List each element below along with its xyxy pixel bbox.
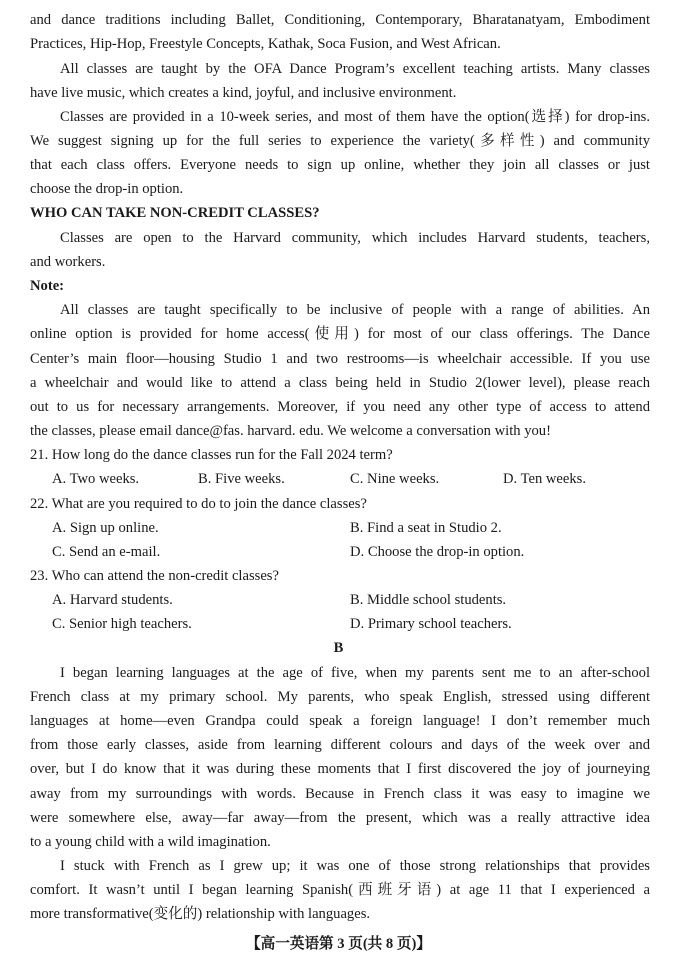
answer-option[interactable]: B. Middle school students. [350, 592, 507, 608]
passage-a-line: Practices, Hip-Hop, Freestyle Concepts, Kathak, Soca Fusion, and West African. [30, 36, 501, 52]
passage-a-line: choose the drop-in option. [30, 181, 184, 197]
passage-a-line: the classes, please email dance@fas. harvard. edu. We welcome a conversation with you! [30, 423, 551, 439]
passage-a-line: and workers. [30, 254, 106, 270]
passage-b-line: I stuck with French as I grew up; it was one of those strong relationships that provides [60, 858, 650, 874]
passage-b-line: to a young child with a wild imagination. [30, 834, 271, 850]
passage-a-line: have live music, which creates a kind, joyful, and inclusive environment. [30, 85, 457, 101]
passage-a-line: out to us for necessary arrangements. Moreover, if you need any other type of access to attend [30, 399, 650, 415]
passage-a-line: Center’s main floor—housing Studio 1 and two restrooms—is wheelchair accessible. If you use [30, 351, 650, 367]
question-stem: 23. Who can attend the non-credit classes? [30, 568, 279, 584]
answer-option[interactable]: A. Sign up online. [52, 520, 159, 536]
section-heading: WHO CAN TAKE NON-CREDIT CLASSES? [30, 205, 320, 221]
answer-option[interactable]: C. Senior high teachers. [52, 616, 192, 632]
answer-option[interactable]: A. Two weeks. [52, 471, 140, 487]
passage-b-line: French class at my primary school. My parents, who speak English, stressed using different [30, 689, 650, 705]
passage-b-line: more transformative(变化的) relationship with languages. [30, 906, 371, 922]
passage-a-line: that each class offers. Everyone needs to sign up online, whether they join all classes or just [30, 157, 650, 173]
question-stem: 21. How long do the dance classes run for the Fall 2024 term? [30, 447, 393, 463]
passage-b-line: were somewhere else, away—far away—from the present, which was a really attractive idea [30, 810, 650, 826]
passage-a-line: Classes are provided in a 10-week series, and most of them have the option(选择) for drop-ins. [60, 109, 650, 125]
passage-a-line: a wheelchair and would like to attend a class being held in Studio 2(lower level), please reach [30, 375, 650, 391]
passage-b-line: languages at home—even Grandpa could speak a foreign language! I don’t remember much [30, 713, 650, 729]
passage-a-line: and dance traditions including Ballet, Conditioning, Contemporary, Bharatanatyam, Embodiment [30, 12, 650, 28]
section-b-label: B [333, 640, 344, 656]
answer-option[interactable]: C. Nine weeks. [350, 471, 440, 487]
passage-a-line: Classes are open to the Harvard community, which includes Harvard students, teachers, [60, 230, 650, 246]
passage-a-line: We suggest signing up for the full series to experience the variety(多样性) and community [30, 133, 650, 149]
passage-b-line: from those early classes, aside from learning different colours and days of the week over and [30, 737, 650, 753]
answer-option[interactable]: D. Ten weeks. [503, 471, 587, 487]
answer-option[interactable]: B. Five weeks. [198, 471, 285, 487]
question-stem: 22. What are you required to do to join the dance classes? [30, 496, 367, 512]
page-footer: 【高一英语第 3 页(共 8 页)】 [246, 936, 431, 952]
passage-a-line: All classes are taught specifically to be inclusive of people with a range of abilities. An [60, 302, 650, 318]
passage-b-line: I began learning languages at the age of five, when my parents sent me to an after-school [60, 665, 650, 681]
passage-b-line: away from my surroundings with words. Because in French class it was easy to imagine we [30, 786, 650, 802]
note-label: Note: [30, 278, 65, 294]
passage-a-line: online option is provided for home access(使用) for most of our class offerings. The Dance [30, 326, 650, 342]
passage-b-line: over, but I do know that it was during these moments that I first discovered the joy of journeying [30, 761, 650, 777]
answer-option[interactable]: D. Choose the drop-in option. [350, 544, 525, 560]
passage-b-line: comfort. It wasn’t until I began learning Spanish(西班牙语) at age 11 that I experienced a [30, 882, 650, 898]
answer-option[interactable]: B. Find a seat in Studio 2. [350, 520, 502, 536]
answer-option[interactable]: A. Harvard students. [52, 592, 173, 608]
passage-a-line: All classes are taught by the OFA Dance Program’s excellent teaching artists. Many classes [60, 61, 650, 77]
answer-option[interactable]: C. Send an e-mail. [52, 544, 161, 560]
answer-option[interactable]: D. Primary school teachers. [350, 616, 512, 632]
